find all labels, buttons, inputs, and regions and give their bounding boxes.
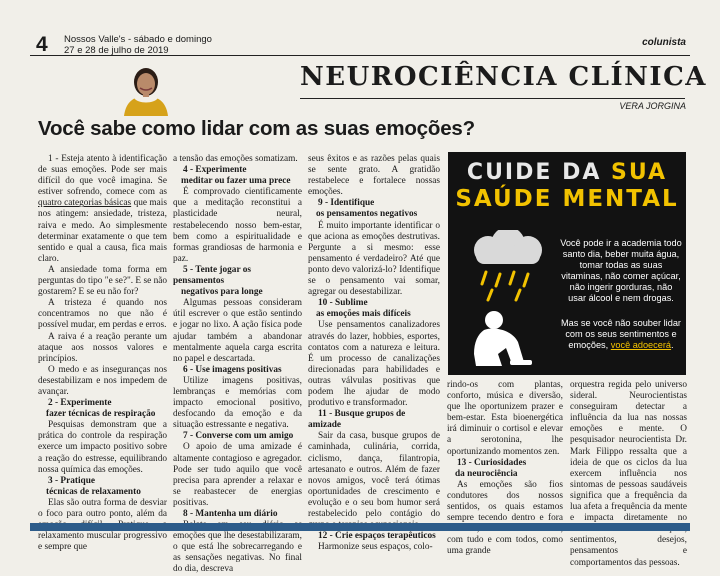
section-rule	[300, 98, 685, 99]
paper-dateline	[64, 34, 212, 56]
subheading: 7 - Converse com um amigo	[183, 431, 294, 442]
article-headline: Você sabe como lidar com as suas emoções?	[38, 117, 475, 140]
subheading: as emoções mais difíceis	[316, 309, 411, 320]
paragraph: 1 - Esteja atento à identificação de suas emoções. Pode ser mais difícil do que você imagina. Se estiver sofrendo, comece com as quatro categorias básicas que mais nos atingem: ansiedade, tristeza, raiva e medo. Ao simplesmente determinar exatamente o que tem sentido e qual a causa, fica mais claro.	[38, 154, 167, 264]
article-column-5	[570, 380, 687, 569]
poster-title-line-2: SAÚDE MENTAL	[455, 186, 679, 212]
paragraph: Use pensamentos canalizadores através do lazer, hobbies, esportes, contatos com a natureza e leitura. É um processo de canalizações direcionadas para habilidades e outras válvulas positivas que podem lhe ajudar de modo produtivo e transformador.	[308, 320, 440, 409]
mental-health-poster	[448, 152, 686, 375]
paragraph: Algumas pessoas consideram útil escrever o que estão sentindo e jogar no lixo. A ação física pode ajudar também a abandonar mentalmente aquela carga escrita no papel e descartada.	[173, 298, 302, 364]
header-rule	[30, 55, 690, 56]
issue-date: 27 e 28 de julho de 2019	[64, 45, 169, 56]
page-header	[0, 0, 720, 58]
paragraph: Elas são outra forma de desviar o foco para outro ponto, além da relaxamento muscular progressivo e sempre que	[38, 497, 167, 553]
subheading: negativos para longe	[181, 287, 263, 298]
paragraph: O medo e as inseguranças nos desestabilizam e nos impedem de avançar.	[38, 364, 167, 397]
subheading: fazer técnicas de respiração	[46, 409, 156, 420]
page-number: 4	[36, 33, 48, 56]
subheading: meditar ou fazer uma prece	[181, 176, 291, 187]
author-photo	[110, 60, 182, 116]
paragraph: A tristeza é quando nos concentramos no que não é possível mudar, em perdas e erros.	[38, 298, 167, 331]
paragraph: As emoções são fios condutores dos nossos sentidos, os quais estamos sempre tecendo dentro e fora com tudo e com todos, como uma grande	[447, 479, 563, 557]
article-column-2	[173, 154, 302, 576]
paragraph: rindo-os com plantas, conforto, música e diversão, que lhe oportunizem prazer e bem-estar. Esta bioenergética irá diminuir o cortisol e elevar a serotonina, lhe oportunizando momentos zen.	[447, 380, 563, 457]
paragraph: A ansiedade toma forma em perguntas do tipo "e se?". E se não gostarem? E se eu não for?	[38, 264, 167, 298]
paragraph: É comprovado cientificamente que a meditação reconstitui a plasticidade neural, restabelecendo nosso bem-estar, bem como a espiritualidade e formas grandiosas de harmonia e paz.	[173, 187, 302, 264]
subheading: 12 - Crie espaços terapêuticos	[318, 531, 436, 542]
author-name: VERA JORGINA	[619, 101, 686, 111]
paragraph: Utilize imagens positivas, lembranças e memórias com impacto emocional positivo, desfocando da emoção e da situação estressante e negativa.	[173, 375, 302, 431]
paragraph: Harmonize seus espaços, colo-	[318, 542, 433, 553]
subheading: 5 - Tente jogar os pensamentos	[173, 264, 252, 287]
subheading: os pensamentos negativos	[316, 209, 418, 220]
paragraph: Sair da casa, busque grupos de caminhada, culinária, corrida, ciclismo, dança, filantropia, artesanato e outros. Além de fazer novos amigos, você terá ótimas oportunidades de crescimento e evolução e o seu bom humor será restabelecido pelo contágio do	[308, 431, 440, 519]
subheading: 3 - Pratique	[48, 475, 95, 486]
section-title: NEUROCIÊNCIA CLÍNICA	[300, 62, 707, 92]
poster-title-line-1: CUIDE DA SUA	[466, 160, 668, 185]
subheading: 6 - Use imagens positivas	[183, 364, 282, 375]
paper-name: Nossos Valle's - sábado e domingo	[64, 34, 212, 45]
subheading: 8 - Mantenha um diário	[183, 509, 278, 519]
subheading: 11 - Busque grupos de amizade	[308, 409, 406, 431]
paragraph: É muito importante identificar o que aciona as emoções destrutivas. Pergunte a si mesmo: esse pensamento é verdadeiro? Até que ponto devo valorizá-lo? Identifique se o pensamento vai somar, agregar ou desestabilizar.	[308, 220, 440, 298]
subheading: técnicas de relaxamento	[46, 486, 141, 497]
paragraph: Pesquisas demonstram que a prática do controle da respiração exerce um impacto positivo sobre a reação do estresse, equilibrando nossa química das emoções.	[38, 420, 167, 475]
paragraph: O apoio de uma amizade é altamente contagioso e agregador. Pode ser tudo aquilo que você precisa para aprender a relaxar e se reabastecer de energias positivas.	[173, 442, 302, 508]
paragraph: emoções que lhe desestabilizaram, o que está lhe sobrecarregando e as sensações negativas. No final do dia, descreva	[173, 531, 302, 575]
article-column-1	[38, 154, 167, 553]
subheading: 9 - Identifique	[318, 198, 375, 209]
sad-figure-rain-cloud-icon	[454, 230, 566, 372]
paragraph: seus êxitos e as razões pelas quais se sente grato. A gratidão restabelece e fortalece nossas emoções.	[308, 154, 440, 198]
section-tag: colunista	[642, 37, 686, 48]
subheading: 13 - Curiosidades	[457, 457, 527, 468]
bottom-image-strip	[30, 523, 690, 531]
paragraph: A raiva é a reação perante um ataque aos nossos valores e princípios.	[38, 331, 167, 364]
subheading: 2 - Experimente	[48, 398, 112, 409]
article-column-3	[308, 154, 440, 553]
subheading: 10 - Sublime	[318, 298, 368, 309]
paragraph: orquestra regida pelo universo sideral. Neurocientistas conseguiram detectar a influência da lua nas nossas emoções e mente. O pesquisador neurocientista Dr. Mark Filippo ressalta que a ideia de que os ciclos da lua exercem influência nos sintomas de pessoas saudáveis significa que a frequência da lua afeta a frequência da mente e impacta diretamente no sentimentos, desejos, pensamentos e comportamentos das pessoas.	[570, 380, 687, 568]
paragraph: a tensão das emoções somatizam.	[173, 154, 298, 164]
subheading: da neurociência	[455, 468, 518, 479]
poster-text-2: Mas se você não souber lidar com os seus sentimentos e emoções, você adoecerá.	[560, 318, 681, 350]
poster-text-1: Você pode ir a academia todo santo dia, beber muita água, tomar todas as suas vitaminas, não comer açúcar, não ingerir gorduras, não usar álcool e nem drogas.	[560, 238, 682, 303]
subheading: 4 - Experimente	[183, 165, 247, 176]
